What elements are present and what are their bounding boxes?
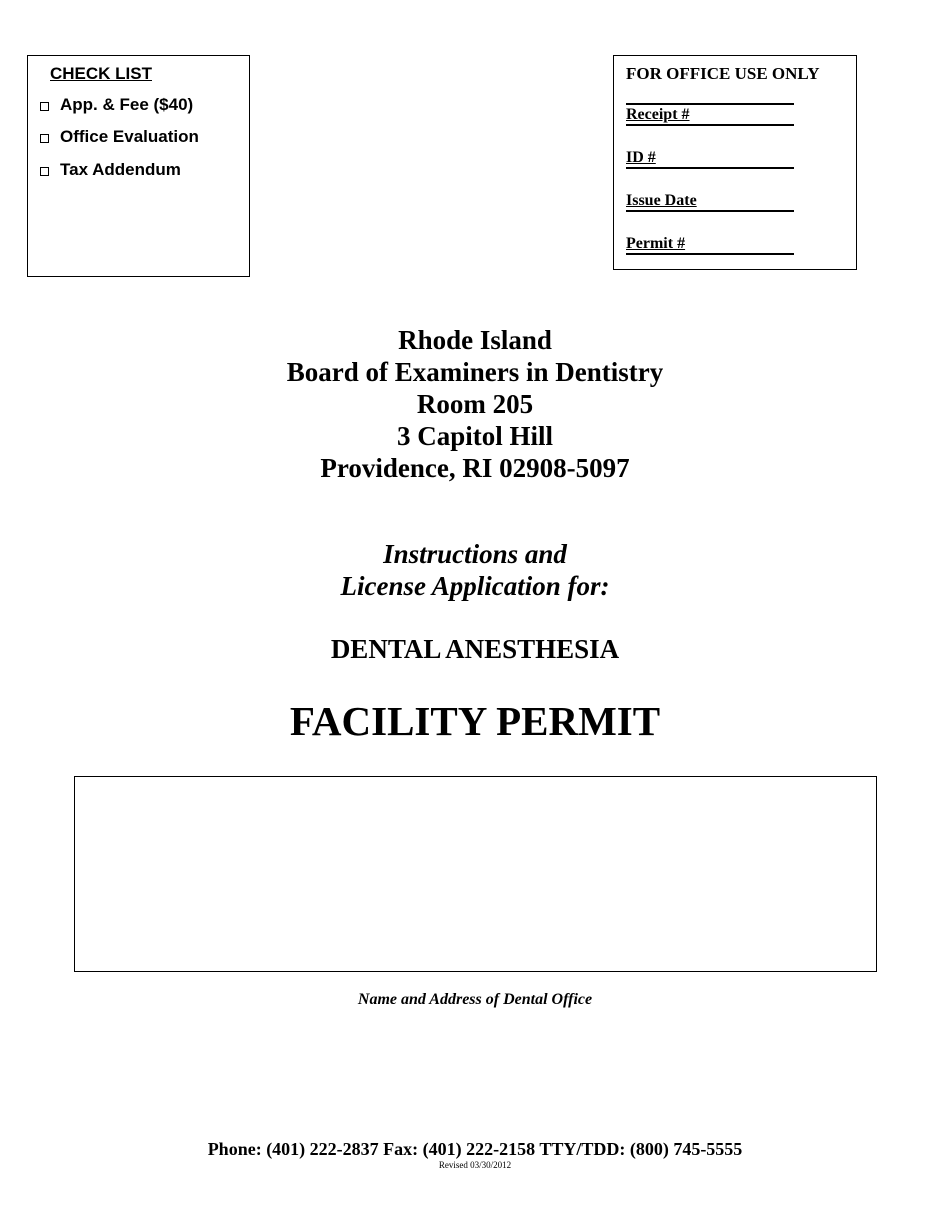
issue-date-field[interactable]: Issue Date	[626, 192, 794, 212]
program-title: DENTAL ANESTHESIA	[330, 634, 620, 664]
permit-title: FACILITY PERMIT	[289, 698, 661, 744]
dental-office-address-box[interactable]	[74, 776, 877, 972]
agency-board: Board of Examiners in Dentistry	[286, 357, 664, 387]
checkbox-icon[interactable]	[40, 134, 49, 143]
id-field[interactable]: ID #	[626, 149, 794, 169]
checklist-box	[27, 55, 250, 277]
revised-date: Revised 03/30/2012	[438, 1160, 512, 1170]
checklist-item[interactable]	[40, 126, 199, 148]
office-use-title: FOR OFFICE USE ONLY	[626, 64, 820, 83]
checklist-item[interactable]	[40, 159, 181, 181]
agency-city: Providence, RI 02908-5097	[320, 453, 630, 483]
agency-street: 3 Capitol Hill	[396, 421, 553, 451]
name-address-caption: Name and Address of Dental Office	[357, 991, 593, 1008]
checklist-item[interactable]	[40, 94, 193, 116]
contact-info: Phone: (401) 222-2837 Fax: (401) 222-2158 TTY/TDD: (800) 745-5555	[207, 1139, 743, 1159]
instructions-line: License Application for:	[340, 571, 610, 601]
checklist-item-label: Tax Addendum	[60, 160, 181, 179]
checklist-item-label: Office Evaluation	[60, 127, 199, 146]
agency-state: Rhode Island	[398, 325, 552, 355]
agency-room: Room 205	[416, 389, 534, 419]
checklist-item-label: App. & Fee ($40)	[60, 95, 194, 114]
instructions-heading	[0, 538, 950, 602]
divider	[626, 103, 794, 105]
instructions-line: Instructions and	[383, 539, 567, 569]
checkbox-icon[interactable]	[40, 167, 49, 176]
permit-number-field[interactable]: Permit #	[626, 235, 794, 255]
checklist-title: CHECK LIST	[50, 64, 152, 83]
checkbox-icon[interactable]	[40, 102, 49, 111]
agency-address	[0, 324, 950, 484]
receipt-field[interactable]: Receipt #	[626, 106, 794, 126]
office-use-box	[613, 55, 857, 270]
